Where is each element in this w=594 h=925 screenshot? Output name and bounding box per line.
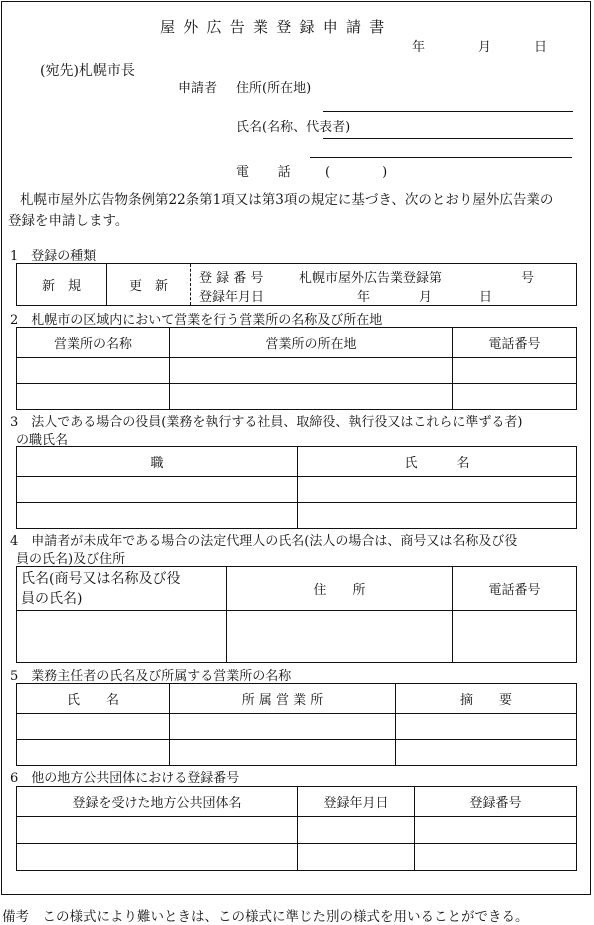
rep-phone-cell[interactable] [453, 611, 577, 663]
other-reg-number-cell[interactable] [415, 817, 577, 844]
applicant-label: 申請者 [178, 81, 218, 96]
authority-name-header: 登録を受けた地方公共団体名 [17, 787, 298, 817]
authority-name-cell[interactable] [17, 844, 298, 871]
rep-phone-header: 電話番号 [453, 567, 577, 611]
manager-office-header: 所 属 営 業 所 [170, 684, 396, 714]
new-label: 新 規 [41, 279, 81, 294]
rep-name-cell[interactable] [17, 611, 227, 663]
rep-address-header: 住 所 [227, 567, 453, 611]
section-3-heading-2: の職氏名 [16, 433, 69, 448]
manager-name-cell[interactable] [17, 714, 170, 740]
office-name-cell[interactable] [17, 384, 170, 410]
officers-table [16, 446, 577, 529]
office-address-header: 営業所の所在地 [170, 328, 453, 358]
officer-name-cell[interactable] [298, 503, 577, 529]
office-name-cell[interactable] [17, 358, 170, 384]
office-table [16, 327, 577, 410]
renew-option[interactable] [107, 264, 191, 306]
officer-title-header: 職 [17, 447, 298, 477]
officer-name-header: 氏 名 [298, 447, 577, 477]
phone-label: 電 話 [236, 165, 299, 180]
phone-underline [310, 157, 572, 158]
section-5-heading: 5 業務主任者の氏名及び所属する営業所の名称 [10, 669, 292, 684]
section-4-heading-1: 4 申請者が未成年である場合の法定代理人の氏名(法人の場合は、商号又は名称及び役 [10, 534, 518, 549]
rep-name-header-2: 員の氏名) [21, 590, 83, 607]
date-year: 年 [412, 40, 426, 55]
authority-name-cell[interactable] [17, 817, 298, 844]
date-month: 月 [478, 40, 492, 55]
officer-title-cell[interactable] [17, 503, 298, 529]
manager-table [16, 683, 577, 766]
legal-rep-table [16, 566, 577, 663]
reg-date-year: 年 [357, 290, 371, 305]
address-underline [323, 111, 573, 112]
new-option[interactable] [17, 264, 107, 306]
section-3-heading-1: 3 法人である場合の役員(業務を執行する社員、取締役、執行役又はこれらに準ずる者) [10, 415, 523, 430]
section-2-heading: 2 札幌市の区域内において営業を行う営業所の名称及び所在地 [10, 313, 383, 328]
rep-name-header [17, 567, 227, 611]
intro-line-1: 札幌市屋外広告物条例第22条第1項又は第3項の規定に基づき、次のとおり屋外広告業の [20, 192, 554, 208]
registration-type-table [16, 263, 577, 306]
manager-remarks-header: 摘 要 [396, 684, 577, 714]
other-reg-date-header: 登録年月日 [298, 787, 415, 817]
name-underline [323, 138, 573, 139]
footnote: 備考 この様式により難いときは、この様式に準じた別の様式を用いることができる。 [2, 909, 529, 925]
office-phone-cell[interactable] [453, 358, 577, 384]
addressee: (宛先)札幌市長 [40, 63, 135, 79]
other-reg-date-cell[interactable] [298, 817, 415, 844]
manager-remarks-cell[interactable] [396, 740, 577, 766]
office-phone-cell[interactable] [453, 384, 577, 410]
reg-no-text: 札幌市屋外広告業登録第 [299, 271, 443, 286]
office-address-cell[interactable] [170, 358, 453, 384]
rep-address-cell[interactable] [227, 611, 453, 663]
form-title: 屋外広告業登録申請書 [160, 18, 393, 36]
address-label: 住所(所在地) [236, 81, 312, 96]
manager-name-cell[interactable] [17, 740, 170, 766]
reg-no-suffix: 号 [521, 271, 535, 286]
reg-date-label: 登録年月日 [199, 290, 265, 305]
other-reg-date-cell[interactable] [298, 844, 415, 871]
section-1-heading: 1 登録の種類 [10, 249, 97, 264]
rep-name-header-1: 氏名(商号又は名称及び役 [21, 570, 181, 587]
office-name-header: 営業所の名称 [17, 328, 170, 358]
reg-no-label: 登 録 番 号 [199, 271, 264, 286]
manager-remarks-cell[interactable] [396, 714, 577, 740]
officer-title-cell[interactable] [17, 477, 298, 503]
manager-office-cell[interactable] [170, 740, 396, 766]
manager-office-cell[interactable] [170, 714, 396, 740]
section-6-heading: 6 他の地方公共団体における登録番号 [10, 771, 240, 786]
date-day: 日 [534, 40, 548, 55]
other-reg-number-header: 登録番号 [415, 787, 577, 817]
name-label: 氏名(名称、代表者) [236, 120, 351, 135]
intro-line-2: 登録を申請します。 [8, 213, 129, 229]
reg-date-day: 日 [479, 290, 493, 305]
section-4-heading-2: 員の氏名)及び住所 [16, 552, 126, 567]
other-reg-number-cell[interactable] [415, 844, 577, 871]
renew-label: 更 新 [128, 279, 168, 294]
phone-paren: ( ) [325, 165, 388, 180]
registration-detail-cell[interactable] [191, 264, 577, 306]
office-address-cell[interactable] [170, 384, 453, 410]
office-phone-header: 電話番号 [453, 328, 577, 358]
reg-date-month: 月 [419, 290, 433, 305]
manager-name-header: 氏 名 [17, 684, 170, 714]
other-registration-table [16, 786, 577, 871]
officer-name-cell[interactable] [298, 477, 577, 503]
